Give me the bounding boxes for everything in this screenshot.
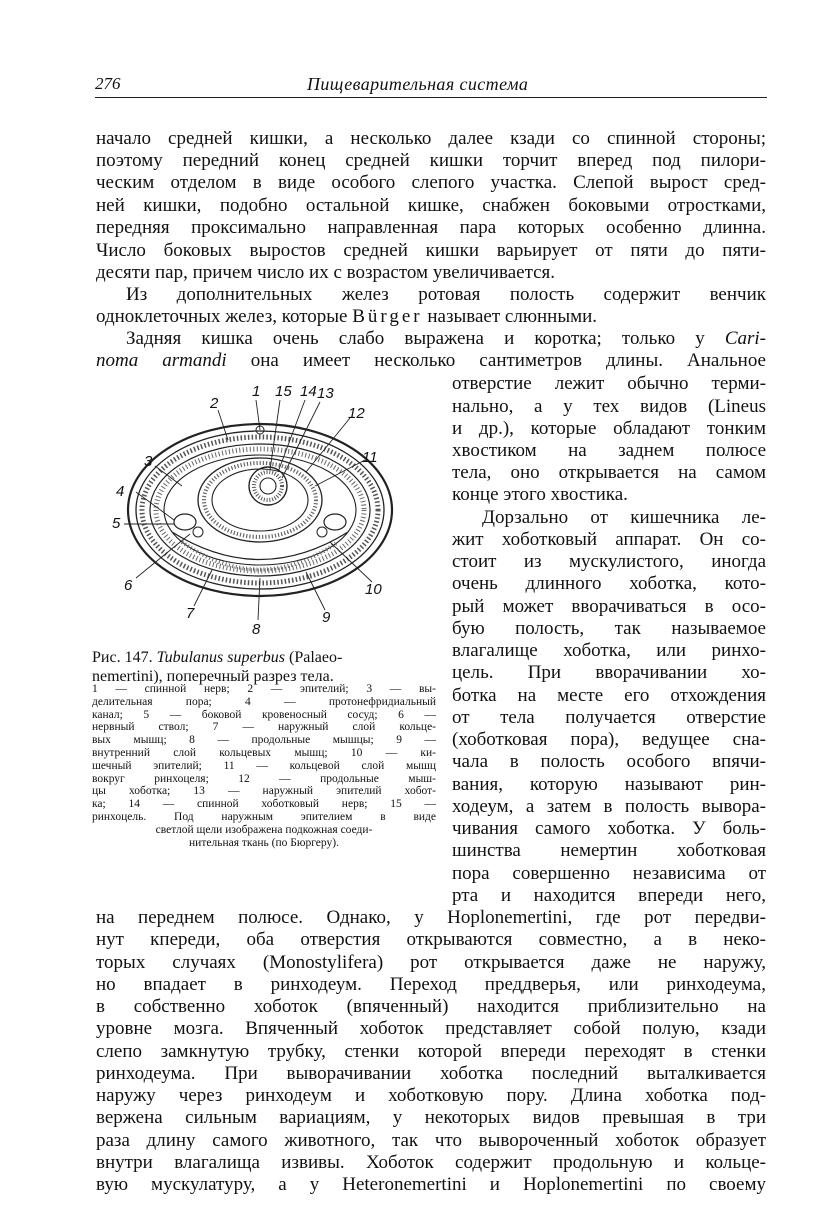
author-name: Bürger	[352, 306, 423, 327]
page-number: 276	[95, 74, 121, 93]
legend-line: нервный ствол; 7 — наружный слой кольце-	[92, 721, 436, 734]
figure-caption	[92, 648, 342, 667]
text-line: тела, оно открывается на самом	[452, 462, 766, 483]
figure-label: 6	[124, 577, 133, 594]
text-line: стоит из мускулистого, иногда	[452, 551, 766, 572]
figure-label: 9	[322, 609, 331, 626]
text-line: Из дополнительных желез ротовая полость содержит венчик	[126, 284, 766, 305]
text-line: вержена сильным вариациям, у некоторых видов превышая в три	[96, 1107, 766, 1128]
text-line: шинства немертин хоботковая	[452, 840, 766, 861]
text-line: передняя проксимально направленная пара которых особенно длинна.	[96, 217, 766, 238]
text-line: цель. При вворачивании хо-	[452, 662, 766, 683]
text-line: на переднем полюсе. Однако, у Hoplonemertini, где рот передви-	[96, 907, 766, 928]
text-line: начало средней кишки, а несколько далее кзади со спинной стороны;	[96, 128, 766, 149]
figure-label: 10	[365, 581, 382, 598]
text-line: торых случаях (Monostylifera) рот открывается даже не наружу,	[96, 952, 766, 973]
text-line	[96, 350, 766, 372]
cross-section-figure	[110, 382, 410, 637]
legend-line: ка; 14 — спинной хоботковый нерв; 15 —	[92, 798, 436, 811]
legend-line: вых мышц; 8 — продольные мышцы; 9 —	[92, 734, 436, 747]
legend-line: светлой щели изображена подкожная соеди-	[155, 823, 373, 836]
text-line: десяти пар, причем число их с возрастом увеличивается.	[96, 262, 556, 283]
text-line: рый может вворачиваться в осо-	[452, 596, 766, 617]
text-line: раза длину самого животного, так что вывороченный хоботок образует	[96, 1130, 766, 1151]
text-line: бую полость, так называемое	[452, 618, 766, 639]
text-line: внутри влагалища извивы. Хоботок содержит продольную и кольце-	[96, 1152, 766, 1173]
text-span: Задняя кишка очень слабо выражена и коротка; только у	[126, 328, 725, 349]
header-rule	[95, 97, 767, 98]
figure-label: 2	[210, 395, 219, 412]
species-name: Tubulanus superbus	[156, 649, 286, 666]
figure-label: 8	[252, 621, 261, 637]
text-line: ботка на месте его отхождения	[452, 685, 766, 706]
running-header	[95, 74, 767, 98]
text-line: чивания самого хоботка. У боль-	[452, 818, 766, 839]
text-line: от тела получается отверстие	[452, 707, 766, 728]
figure-label: 11	[362, 449, 378, 466]
legend-line: цы хоботка; 13 — наружный эпителий хобот-	[92, 785, 436, 798]
legend-line: шечный эпителий; 11 — кольцевой слой мышц	[92, 759, 436, 772]
text-line: и др.), которые обладают тонким	[452, 418, 766, 439]
text-line: ходеум, а затем в полость вывора-	[452, 796, 766, 817]
text-line: конце этого хвостика.	[452, 484, 628, 505]
text-line: ческим отделом в виде особого слепого участка. Слепой вырост сред-	[96, 172, 766, 193]
text-line	[126, 328, 766, 350]
legend-line: вокруг ринхоцеля; 12 — продольные мыш-	[92, 772, 436, 785]
text-line: вую мускулатуру, а у Heteronemertini и Hoplonemertini по своему	[96, 1174, 766, 1195]
running-title: Пищеварительная система	[307, 74, 529, 94]
text-line: влагалище хоботка, или ринхо-	[452, 640, 766, 661]
figure-label: 15	[275, 383, 292, 400]
legend-line: 1 — спинной нерв; 2 — эпителий; 3 — вы-	[92, 683, 436, 695]
legend-line: делительная пора; 4 — протонефридиальный	[92, 695, 436, 708]
text-line: вания, которую называют рин-	[452, 774, 766, 795]
figure-label: 4	[116, 483, 125, 500]
figure-label: 12	[348, 405, 365, 422]
text-span: она имеет несколько сантиметров длины. Анальное	[226, 350, 766, 371]
legend-line: канал; 5 — боковой кровеносный сосуд; 6 —	[92, 708, 436, 721]
text-line: но впадает в ринходеум. Переход преддверья, или ринходеума,	[96, 974, 766, 995]
species-name: noma armandi	[96, 350, 227, 371]
text-line: слепо замкнутую трубку, стенки которой впереди переходят в стенки	[96, 1041, 766, 1062]
figure-label: 1	[252, 383, 261, 400]
text-line: пора совершенно независима от	[452, 863, 766, 884]
text-line: поэтому передний конец средней кишки торчит вперед под пилори-	[96, 150, 766, 171]
text-line: нально, а у тех видов (Lineus	[452, 396, 766, 417]
figure-label: 13	[317, 385, 334, 402]
text-line: (хоботковая пора), ведущее сна-	[452, 729, 766, 750]
caption-lead: Рис. 147.	[92, 649, 157, 666]
figure-caption-line: nemertini), поперечный разрез тела.	[92, 668, 334, 685]
text-line: наружу через ринходеум и хоботковую пору. Длина хоботка под-	[96, 1085, 766, 1106]
text-line: нут кпереди, оба отверстия открываются совместно, а в неко-	[96, 929, 766, 950]
text-line: рта и находится впереди него,	[452, 885, 766, 906]
text-span: (Palaeo-	[285, 649, 343, 666]
text-span: называет слюнными.	[422, 306, 598, 327]
legend-line: внутренний слой кольцевых мышц; 10 — ки-	[92, 746, 436, 759]
species-name: Cari-	[724, 328, 766, 349]
figure-label: 5	[112, 515, 121, 532]
text-line: жит хоботковый аппарат. Он со-	[452, 529, 766, 550]
figure-legend	[92, 683, 436, 849]
figure-label: 14	[300, 383, 317, 400]
text-line	[96, 306, 597, 328]
legend-line: нительная ткань (по Бюргеру).	[189, 836, 339, 849]
text-line: уровне мозга. Впяченный хоботок представляет собой полую, кзади	[96, 1018, 766, 1039]
text-line: Дорзально от кишечника ле-	[482, 507, 766, 528]
text-line: отверстие лежит обычно терми-	[452, 373, 766, 394]
text-line: ринходеума. При выворачивании хоботка последний выталкивается	[96, 1063, 766, 1084]
text-line: хвостиком на заднем полюсе	[452, 440, 766, 461]
text-line: очень длинного хоботка, кото-	[452, 573, 766, 594]
legend-line: ринхоцель. Под наружным эпителием в виде	[92, 810, 436, 823]
figure-label: 3	[144, 453, 153, 470]
text-line: в собственно хоботок (впяченный) находится приблизительно на	[96, 996, 766, 1017]
text-span: одноклеточных желез, которые	[96, 306, 353, 327]
figure-label: 7	[186, 605, 195, 622]
text-line: чала в полость особого впячи-	[452, 751, 766, 772]
text-line: Число боковых выростов средней кишки варьирует от пяти до пяти-	[96, 240, 766, 261]
text-line: ней кишки, подобно остальной кишке, снабжен боковыми отростками,	[96, 195, 766, 216]
